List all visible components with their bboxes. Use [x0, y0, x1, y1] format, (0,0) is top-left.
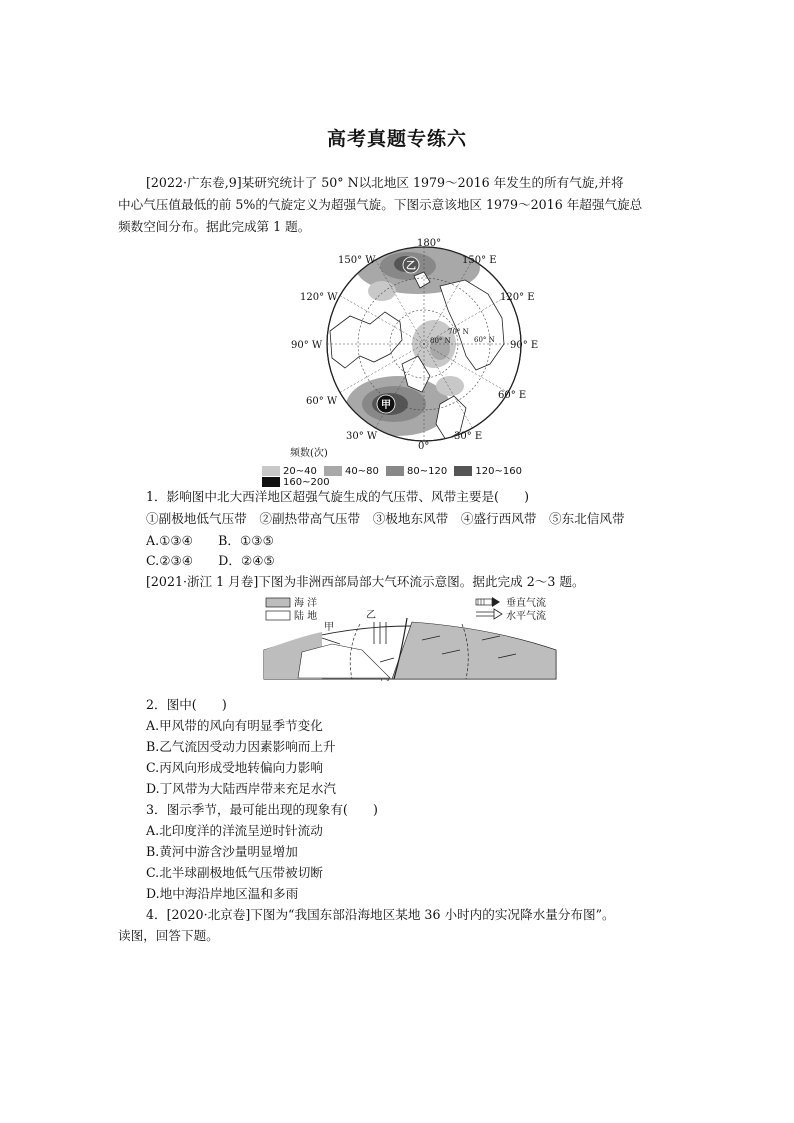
q2-option-a: A.甲风带的风向有明显季节变化 — [146, 718, 323, 733]
intro-line-1: [2022·广东卷,9]某研究统计了 50° N以北地区 1979～2016 年发生的所有气旋,并将 — [146, 175, 624, 190]
legend-swatch — [386, 466, 404, 476]
legend-item: 20~40 — [262, 466, 317, 477]
label-lon60w: 60° W — [306, 396, 338, 407]
q2-stem: 2．图中( ) — [146, 697, 227, 712]
label-lat80: 80° N — [430, 337, 451, 345]
q3-option-b: B.黄河中游含沙量明显增加 — [146, 844, 298, 859]
land-swatch — [266, 611, 290, 620]
q4-line-1: 4．[2020·北京卷]下图为“我国东部沿海地区某地 36 小时内的实况降水量分布图”。 — [146, 907, 615, 922]
label-lon120w: 120° W — [300, 292, 338, 303]
label-freq: 频数(次) — [290, 448, 328, 459]
label-lon30w: 30° W — [346, 431, 378, 442]
label-lon90e: 90° E — [510, 340, 539, 351]
label-lon60e: 60° E — [498, 390, 527, 401]
africa-circulation-diagram — [262, 592, 562, 684]
page-title: 高考真题专练六 — [326, 128, 467, 150]
intro-q2-3: [2021·浙江 1 月卷]下图为非洲西部局部大气环流示意图。据此完成 2～3 题。 — [146, 574, 585, 589]
legend-item: 120~160 — [454, 466, 522, 477]
intro-line-2: 中心气压值最低的前 5%的气旋定义为超强气旋。下图示意该地区 1979～2016 年超强气旋总 — [118, 197, 643, 212]
label-lat70: 70° N — [448, 328, 469, 336]
q3-option-d: D.地中海沿岸地区温和多雨 — [146, 886, 299, 901]
legend-swatch — [454, 466, 472, 476]
q3-stem: 3．图示季节，最可能出现的现象有( ) — [146, 802, 378, 817]
q3-option-c: C.北半球副极地低气压带被切断 — [146, 865, 323, 880]
polar-cyclone-map — [290, 236, 550, 462]
intro-line-3: 频数空间分布。据此完成第 1 题。 — [118, 219, 311, 234]
label-yi: 乙 — [366, 610, 376, 621]
label-jia: 甲 — [324, 622, 334, 633]
q3-option-a: A.北印度洋的洋流呈逆时针流动 — [146, 823, 323, 838]
label-lon120e: 120° E — [500, 292, 535, 303]
q2-option-d: D.丁风带为大陆西岸带来充足水汽 — [146, 781, 336, 796]
horizontal-flow-label: 水平气流 — [506, 611, 546, 622]
q1-options: ①副极地低气压带 ②副热带高气压带 ③极地东风带 ④盛行西风带 ⑤东北信风带 — [146, 511, 625, 526]
q2-option-c: C.丙风向形成受地转偏向力影响 — [146, 760, 323, 775]
map-legend — [262, 466, 582, 488]
label-jia: 甲 — [381, 400, 391, 411]
q1-choices-ab: A.①③④ B．①③⑤ — [146, 533, 274, 548]
legend-item: 80~120 — [386, 466, 447, 477]
legend-swatch — [324, 466, 342, 476]
vertical-flow-label: 垂直气流 — [506, 598, 546, 609]
label-lon30e: 30° E — [454, 431, 483, 442]
horizontal-flow-icon — [476, 609, 502, 619]
label-yi: 乙 — [406, 261, 416, 272]
label-lon150w: 150° W — [338, 255, 376, 266]
legend-item: 160~200 — [262, 477, 330, 488]
label-lon180: 180° — [417, 238, 442, 249]
label-lon150e: 150° E — [462, 255, 497, 266]
label-lon0: 0° — [418, 441, 430, 452]
label-lat60: 60° N — [474, 336, 495, 344]
land-label: 陆 地 — [294, 611, 318, 622]
sea-label: 海 洋 — [294, 598, 318, 609]
q4-line-2: 读图，回答下题。 — [118, 928, 219, 943]
legend-swatch — [262, 466, 280, 476]
q2-option-b: B.乙气流因受动力因素影响而上升 — [146, 739, 336, 754]
legend-item: 40~80 — [324, 466, 379, 477]
vertical-flow-icon — [476, 597, 500, 607]
label-lon90w: 90° W — [291, 340, 323, 351]
q1-choices-cd: C.②③④ D．②④⑤ — [146, 553, 275, 568]
sea-swatch — [266, 598, 290, 607]
q1-stem: 1．影响图中北大西洋地区超强气旋生成的气压带、风带主要是( ) — [146, 489, 530, 504]
